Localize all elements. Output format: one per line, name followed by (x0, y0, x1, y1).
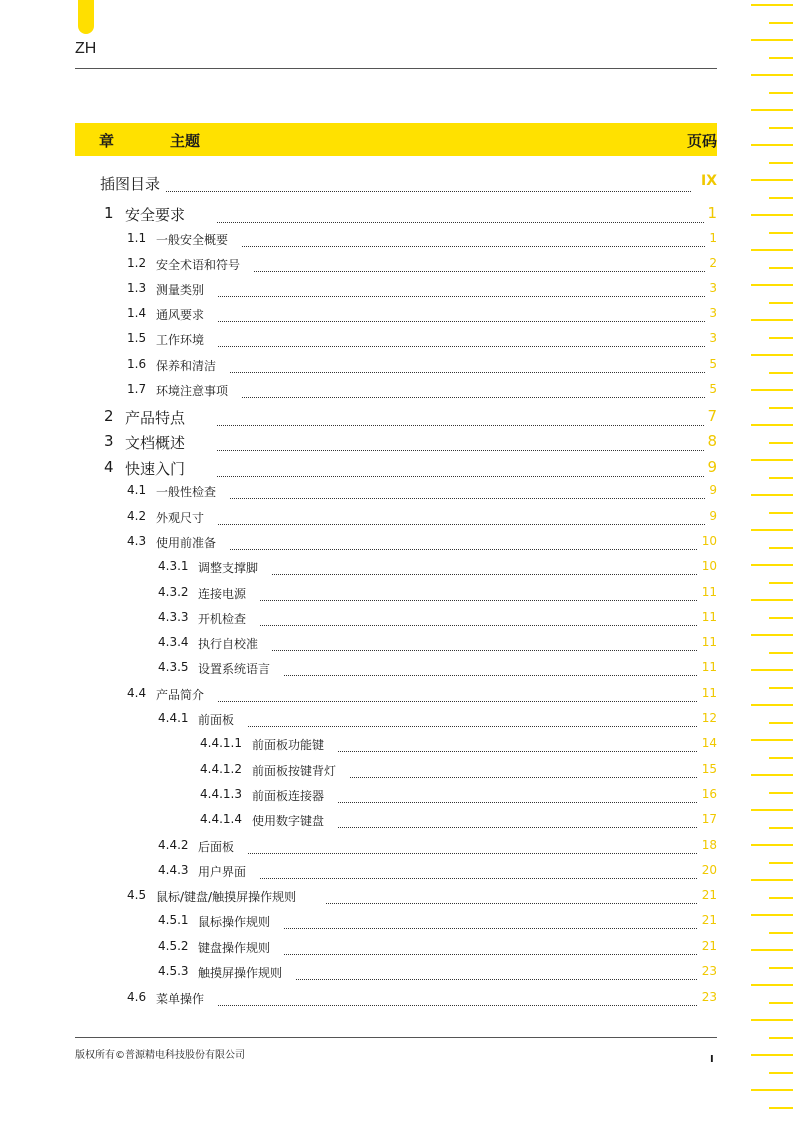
toc-entry[interactable] (0, 256, 793, 276)
toc-entry-title: 快速入门 (125, 460, 186, 478)
toc-dot-leader (260, 600, 697, 601)
stripe-line (751, 809, 793, 811)
toc-entry-page: 11 (701, 686, 717, 700)
toc-entry-page: 20 (701, 863, 717, 877)
toc-entry-title: 工作环境 (156, 333, 205, 347)
toc-dot-leader (272, 574, 697, 575)
toc-dot-leader (218, 321, 705, 322)
toc-entry[interactable] (0, 736, 793, 756)
toc-entry[interactable] (0, 173, 793, 193)
toc-entry-page: 9 (709, 483, 717, 497)
toc-entry-title: 外观尺寸 (156, 511, 205, 525)
toc-entry-number: 4.1 (127, 483, 147, 497)
toc-entry-page: 11 (701, 660, 717, 674)
toc-entry[interactable] (0, 559, 793, 579)
toc-entry-page: 21 (701, 913, 717, 927)
toc-entry[interactable] (0, 812, 793, 832)
toc-dot-leader (260, 878, 697, 879)
toc-entry-number: 1.6 (127, 357, 147, 371)
toc-entry-title: 产品简介 (156, 688, 205, 702)
toc-entry-page: 9 (709, 509, 717, 523)
toc-entry-title: 测量类别 (156, 283, 205, 297)
toc-dot-leader (254, 271, 705, 272)
toc-dot-leader (218, 296, 705, 297)
toc-entry-page: 11 (701, 585, 717, 599)
toc-entry[interactable] (0, 888, 793, 908)
toc-entry-number: 4.4 (127, 686, 147, 700)
toc-entry-page: 23 (701, 964, 717, 978)
toc-dot-leader (284, 928, 697, 929)
toc-dot-leader (217, 425, 704, 426)
toc-entry[interactable] (0, 357, 793, 377)
bookmark-tab (78, 0, 94, 34)
toc-entry-title: 设置系统语言 (198, 662, 271, 676)
toc-entry-number: 4.2 (127, 509, 147, 523)
toc-entry[interactable] (0, 660, 793, 680)
toc-entry[interactable] (0, 382, 793, 402)
toc-entry-page: 1 (707, 204, 717, 222)
toc-entry-title: 通风要求 (156, 308, 205, 322)
toc-entry-page: 1 (709, 231, 717, 245)
stripe-line (751, 144, 793, 146)
toc-entry[interactable] (0, 509, 793, 529)
toc-entry-title: 执行自校准 (198, 637, 259, 651)
stripe-line (751, 1089, 793, 1091)
toc-dot-leader (218, 346, 705, 347)
toc-entry-number: 4.4.1.3 (200, 787, 242, 801)
stripe-line (751, 39, 793, 41)
toc-entry[interactable] (0, 432, 793, 452)
toc-entry-number: 2 (104, 407, 114, 425)
toc-entry-title: 安全要求 (125, 206, 186, 224)
toc-dot-leader (242, 246, 705, 247)
toc-entry-page: 17 (701, 812, 717, 826)
toc-dot-leader (260, 625, 697, 626)
toc-entry[interactable] (0, 635, 793, 655)
stripe-line (751, 4, 793, 6)
toc-entry-page: 14 (701, 736, 717, 750)
toc-entry[interactable] (0, 711, 793, 731)
toc-entry-title: 前面板 (198, 713, 235, 727)
toc-entry-number: 4.5.3 (158, 964, 189, 978)
toc-entry-title: 前面板功能键 (252, 738, 325, 752)
toc-entry-number: 1.2 (127, 256, 147, 270)
stripe-line (769, 22, 793, 24)
toc-entry[interactable] (0, 331, 793, 351)
stripe-line (769, 1037, 793, 1039)
toc-entry-number: 3 (104, 432, 114, 450)
toc-entry-number: 4.4.1.1 (200, 736, 242, 750)
toc-entry-number: 4.4.1 (158, 711, 189, 725)
toc-entry-page: 7 (707, 407, 717, 425)
toc-dot-leader (218, 524, 705, 525)
toc-dot-leader (230, 372, 705, 373)
toc-entry-title: 调整支撑脚 (198, 561, 259, 575)
toc-entry-title: 连接电源 (198, 587, 247, 601)
toc-entry[interactable] (0, 964, 793, 984)
stripe-line (769, 1072, 793, 1074)
toc-dot-leader (350, 777, 697, 778)
toc-entry[interactable] (0, 787, 793, 807)
toc-dot-leader (284, 954, 697, 955)
toc-entry-title: 使用数字键盘 (252, 814, 325, 828)
toc-entry-title: 鼠标/键盘/触摸屏操作规则 (156, 890, 297, 904)
toc-entry-title: 键盘操作规则 (198, 941, 271, 955)
toc-entry-number: 4 (104, 458, 114, 476)
toc-entry-page: 3 (709, 281, 717, 295)
toc-entry-title: 插图目录 (100, 175, 161, 193)
toc-entry-number: 1.5 (127, 331, 147, 345)
toc-entry-number: 4.5.1 (158, 913, 189, 927)
toc-dot-leader (218, 701, 697, 702)
toc-dot-leader (296, 979, 697, 980)
toc-entry[interactable] (0, 281, 793, 301)
toc-entry-title: 一般安全概要 (156, 233, 229, 247)
toc-entry-number: 4.6 (127, 990, 147, 1004)
stripe-line (769, 302, 793, 304)
toc-dot-leader (338, 802, 697, 803)
header-divider (75, 68, 717, 69)
toc-dot-leader (272, 650, 697, 651)
toc-entry-number: 4.4.1.2 (200, 762, 242, 776)
stripe-line (751, 1019, 793, 1021)
toc-entry[interactable] (0, 762, 793, 782)
toc-entry-page: 3 (709, 306, 717, 320)
chapter-column-label: 章 (99, 132, 115, 150)
toc-entry[interactable] (0, 913, 793, 933)
toc-entry-page: 3 (709, 331, 717, 345)
stripe-line (769, 1107, 793, 1109)
toc-entry[interactable] (0, 838, 793, 858)
toc-entry-page: 10 (701, 534, 717, 548)
toc-entry[interactable] (0, 534, 793, 554)
toc-entry[interactable] (0, 458, 793, 478)
toc-entry[interactable] (0, 483, 793, 503)
toc-entry-title: 用户界面 (198, 865, 247, 879)
toc-entry-title: 前面板按键背灯 (252, 764, 337, 778)
toc-entry-title: 产品特点 (125, 409, 186, 427)
stripe-line (751, 74, 793, 76)
toc-entry[interactable] (0, 585, 793, 605)
toc-entry-number: 4.3.5 (158, 660, 189, 674)
toc-entry[interactable] (0, 863, 793, 883)
toc-entry-page: 18 (701, 838, 717, 852)
stripe-line (769, 57, 793, 59)
toc-entry-title: 菜单操作 (156, 992, 205, 1006)
toc-entry-number: 1.7 (127, 382, 147, 396)
stripe-line (751, 109, 793, 111)
toc-entry-title: 一般性检查 (156, 485, 217, 499)
toc-entry-page: 11 (701, 610, 717, 624)
toc-dot-leader (242, 397, 705, 398)
toc-entry-page: 21 (701, 939, 717, 953)
toc-entry-title: 后面板 (198, 840, 235, 854)
topic-column-label: 主题 (170, 132, 201, 150)
toc-entry-title: 环境注意事项 (156, 384, 229, 398)
stripe-line (751, 984, 793, 986)
toc-entry-title: 保养和清洁 (156, 359, 217, 373)
toc-dot-leader (338, 827, 697, 828)
toc-dot-leader (217, 222, 704, 223)
toc-dot-leader (248, 853, 697, 854)
toc-entry-number: 4.3 (127, 534, 147, 548)
toc-entry-number: 4.5.2 (158, 939, 189, 953)
language-label: ZH (75, 40, 97, 57)
toc-entry-number: 1.3 (127, 281, 147, 295)
toc-entry[interactable] (0, 306, 793, 326)
stripe-line (769, 162, 793, 164)
toc-entry-number: 1.1 (127, 231, 147, 245)
stripe-line (769, 197, 793, 199)
toc-dot-leader (338, 751, 697, 752)
toc-entry[interactable] (0, 939, 793, 959)
toc-dot-leader (326, 903, 697, 904)
toc-entry-title: 前面板连接器 (252, 789, 325, 803)
toc-entry[interactable] (0, 204, 793, 224)
stripe-line (769, 582, 793, 584)
toc-entry-number: 4.4.1.4 (200, 812, 242, 826)
toc-entry-page: 2 (709, 256, 717, 270)
toc-entry-page: 5 (709, 382, 717, 396)
stripe-line (769, 127, 793, 129)
toc-entry-title: 使用前准备 (156, 536, 217, 550)
toc-entry[interactable] (0, 231, 793, 251)
toc-entry-number: 1.4 (127, 306, 147, 320)
stripe-line (751, 354, 793, 356)
toc-entry-title: 安全术语和符号 (156, 258, 241, 272)
toc-entry-page: 9 (707, 458, 717, 476)
toc-entry-number: 4.3.3 (158, 610, 189, 624)
toc-entry-number: 4.4.3 (158, 863, 189, 877)
toc-dot-leader (248, 726, 697, 727)
toc-entry-title: 开机检查 (198, 612, 247, 626)
toc-entry-page: IX (700, 173, 717, 189)
page-column-label: 页码 (686, 132, 717, 150)
stripe-line (751, 529, 793, 531)
toc-entry[interactable] (0, 686, 793, 706)
toc-entry-page: 5 (709, 357, 717, 371)
stripe-line (769, 92, 793, 94)
toc-entry-number: 4.4.2 (158, 838, 189, 852)
toc-entry-page: 11 (701, 635, 717, 649)
toc-entry-title: 文档概述 (125, 434, 186, 452)
toc-entry-number: 4.3.4 (158, 635, 189, 649)
toc-dot-leader (166, 191, 691, 192)
toc-entry[interactable] (0, 610, 793, 630)
toc-entry-page: 16 (701, 787, 717, 801)
toc-entry-page: 12 (701, 711, 717, 725)
stripe-line (751, 1054, 793, 1056)
page-number: I (710, 1054, 714, 1065)
toc-dot-leader (284, 675, 697, 676)
toc-entry-page: 23 (701, 990, 717, 1004)
stripe-line (769, 757, 793, 759)
toc-dot-leader (217, 476, 704, 477)
toc-entry[interactable] (0, 407, 793, 427)
toc-dot-leader (217, 450, 704, 451)
footer-divider (75, 1037, 717, 1038)
toc-column-header (75, 123, 717, 156)
toc-entry-number: 1 (104, 204, 114, 222)
toc-entry-page: 15 (701, 762, 717, 776)
toc-entry-page: 21 (701, 888, 717, 902)
copyright-notice: 版权所有©普源精电科技股份有限公司 (75, 1050, 245, 1061)
toc-dot-leader (230, 498, 705, 499)
toc-entry-number: 4.3.1 (158, 559, 189, 573)
toc-dot-leader (230, 549, 697, 550)
toc-entry-page: 10 (701, 559, 717, 573)
toc-entry[interactable] (0, 990, 793, 1010)
toc-entry-page: 8 (707, 432, 717, 450)
toc-entry-title: 鼠标操作规则 (198, 915, 271, 929)
toc-entry-title: 触摸屏操作规则 (198, 966, 283, 980)
toc-entry-number: 4.3.2 (158, 585, 189, 599)
toc-dot-leader (218, 1005, 697, 1006)
toc-entry-number: 4.5 (127, 888, 147, 902)
